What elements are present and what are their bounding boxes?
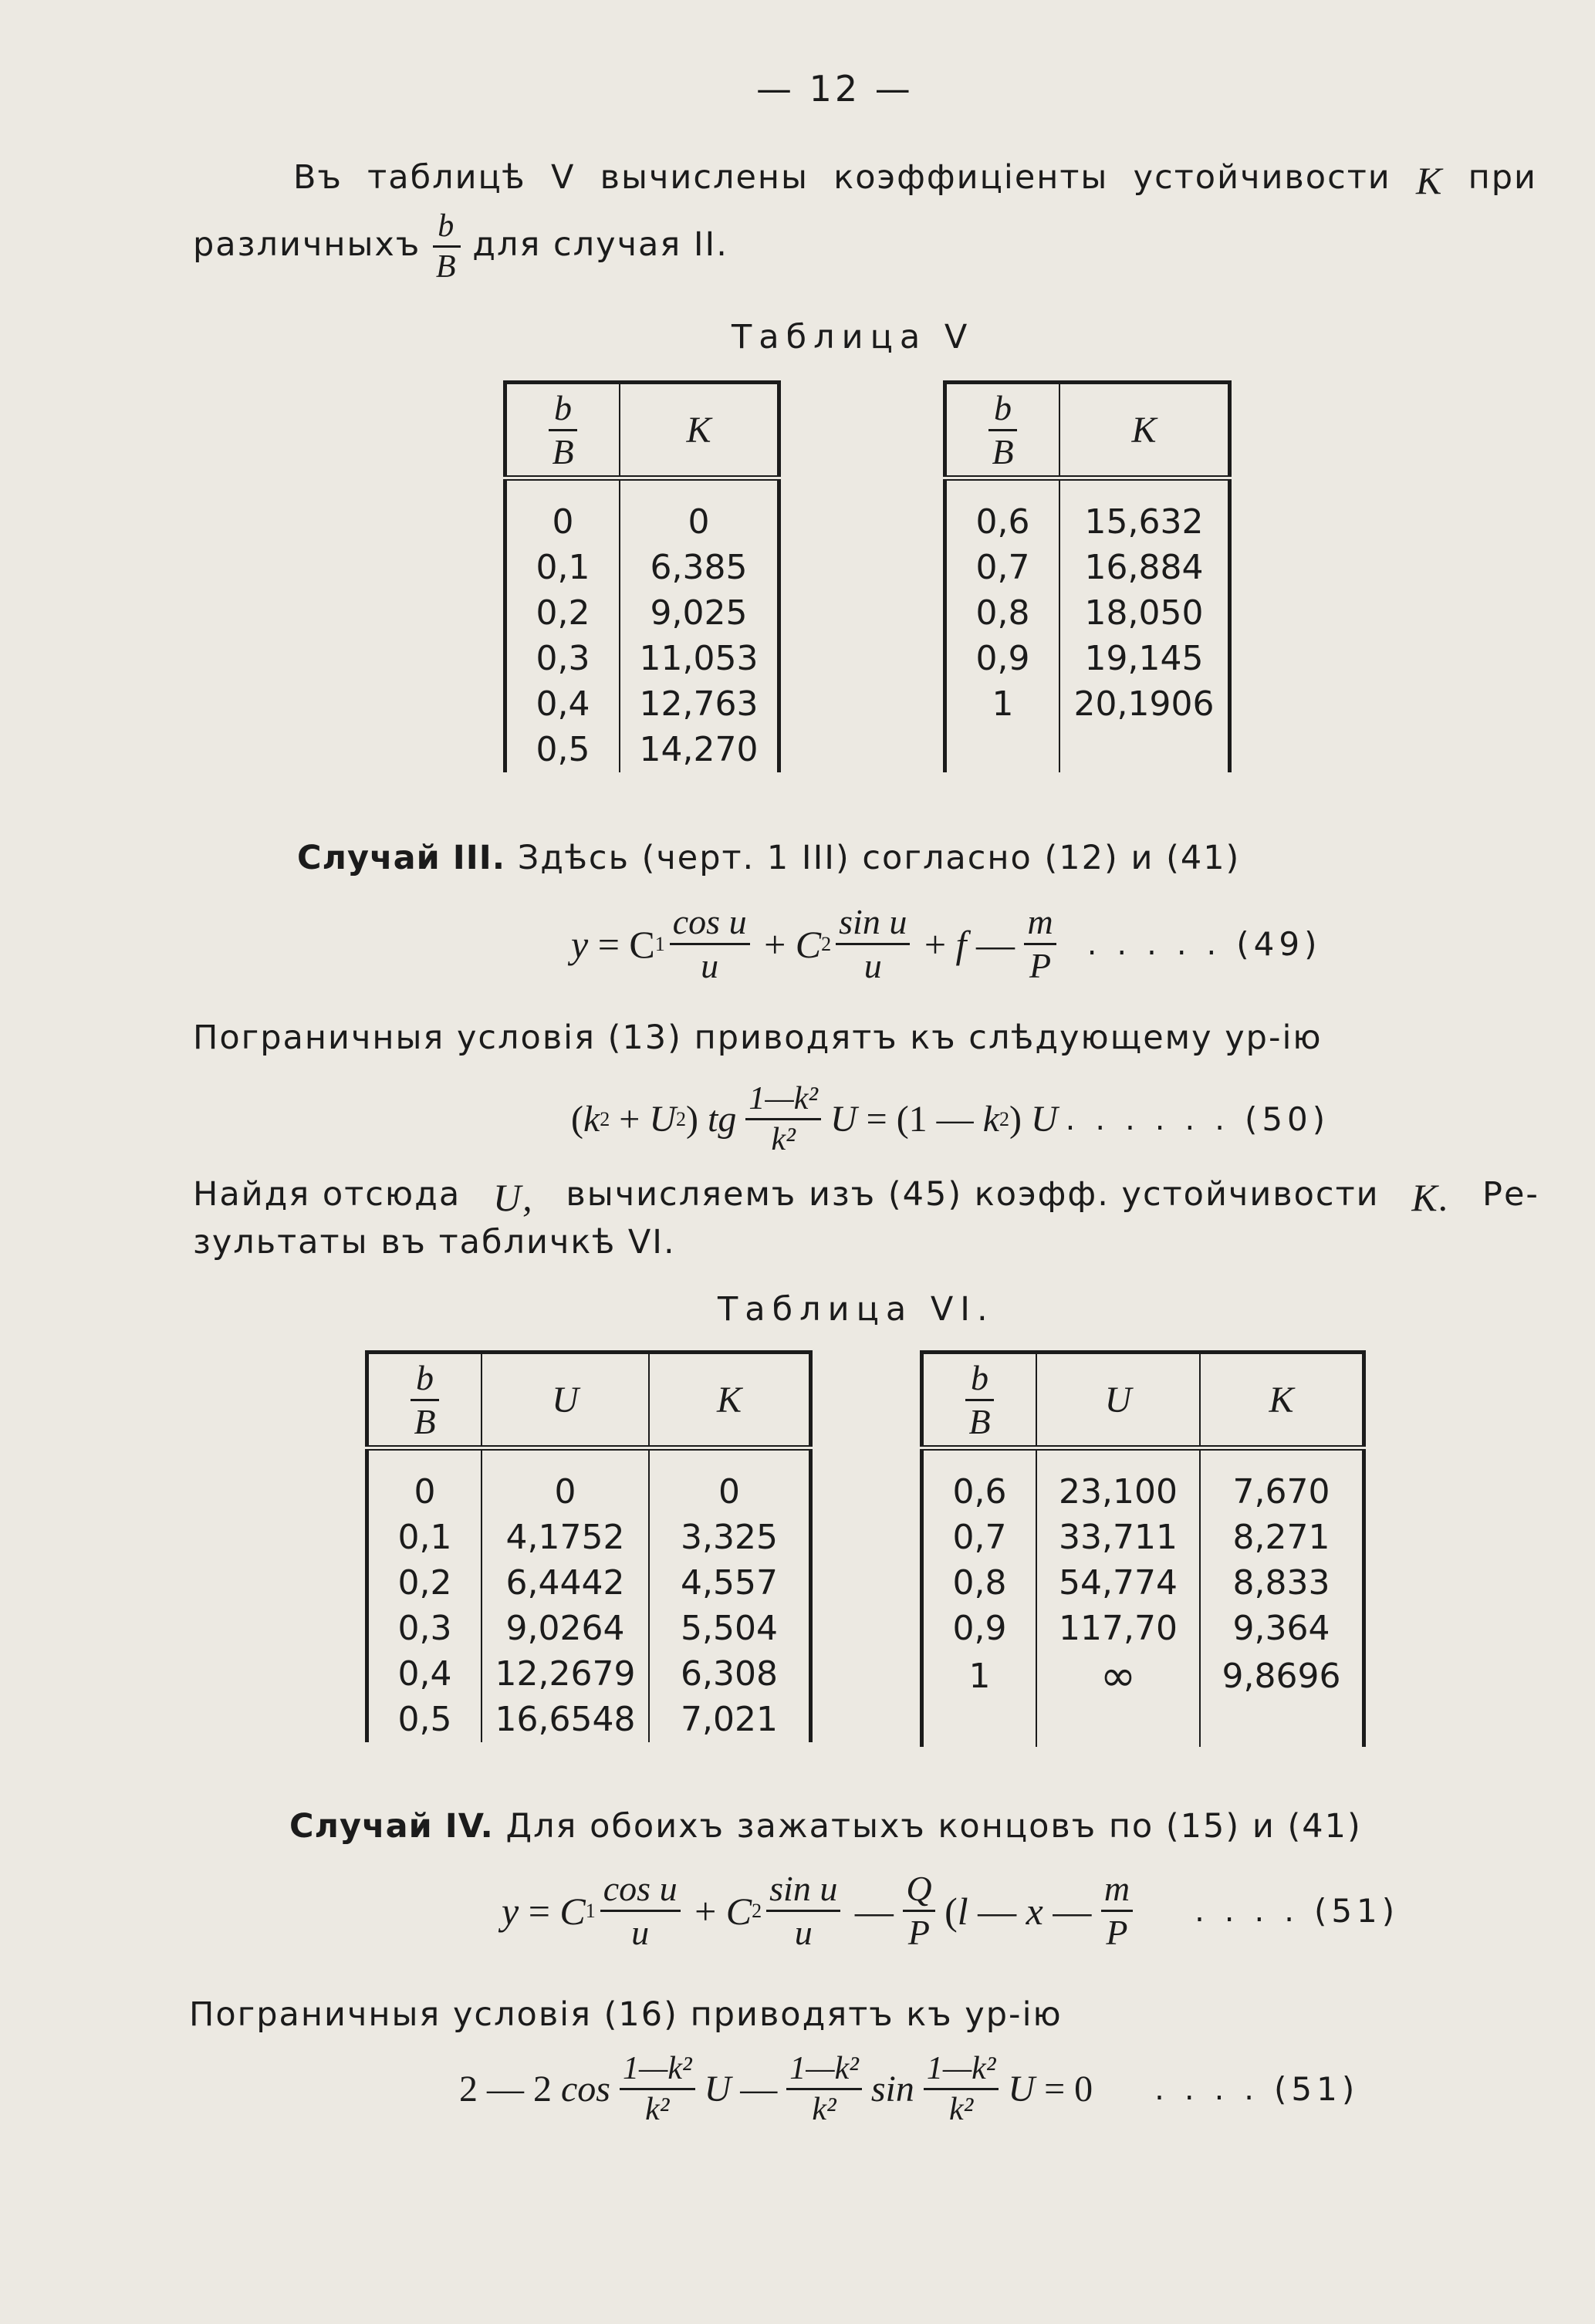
case-4-label: Случай IV. xyxy=(289,1807,494,1846)
cell-b: 0,6 xyxy=(952,1472,1007,1512)
cell-b xyxy=(922,1701,1037,1747)
intro-word: таблицѣ xyxy=(367,158,526,197)
table-row xyxy=(945,681,1230,727)
intro-word: Въ xyxy=(293,158,343,197)
table-row xyxy=(945,727,1230,772)
frac-denominator: B xyxy=(414,1401,436,1441)
cell-b: 1 xyxy=(968,1657,991,1696)
header-k-label: K xyxy=(1131,409,1157,451)
intro-text: различныхъ xyxy=(193,225,421,264)
cell-k: 20,1906 xyxy=(1059,681,1230,727)
cell-b: 0 xyxy=(414,1472,436,1512)
frac-numerator: b xyxy=(433,210,461,248)
table-row xyxy=(505,681,779,727)
cell-b: 0,9 xyxy=(952,1609,1007,1648)
header-b-over-B xyxy=(505,383,620,478)
cell-u: 33,711 xyxy=(1036,1515,1200,1560)
result-var-u: U, xyxy=(492,1176,534,1219)
cell-u: ∞ xyxy=(1036,1651,1200,1701)
table-row xyxy=(505,636,779,681)
cell-b: 0,5 xyxy=(397,1700,452,1739)
cell-u: 23,100 xyxy=(1036,1448,1200,1515)
equation-number: (51) xyxy=(1274,2070,1360,2108)
cell-b: 0,6 xyxy=(975,502,1030,542)
intro-word: устойчивости xyxy=(1133,158,1391,197)
cell-k: 8,833 xyxy=(1200,1560,1364,1606)
equation-49: y = C 1 $\frac{\text{cos u}}{u}$ + C 2 $\frac{\text{sin u}}{u}$ + f — $\frac{m}{P}$ ..... (49) xyxy=(571,902,1322,985)
cell-u xyxy=(1036,1701,1200,1747)
header-k-label: K xyxy=(716,1379,742,1420)
table-row xyxy=(922,1651,1364,1701)
header-u-label: U xyxy=(1104,1379,1132,1420)
table-6-left xyxy=(365,1350,813,1742)
result-var-k: K. xyxy=(1411,1176,1451,1219)
result-text: Ре- xyxy=(1482,1175,1539,1214)
cell-b: 0,3 xyxy=(536,639,590,678)
cell-b: 0 xyxy=(552,502,574,542)
frac-numerator: b xyxy=(549,390,576,431)
frac-denominator: B xyxy=(435,249,458,285)
header-b-over-B xyxy=(945,383,1060,478)
table-row xyxy=(922,1448,1364,1515)
cell-k xyxy=(1059,727,1230,772)
cell-k: 18,050 xyxy=(1059,590,1230,636)
equation-50: ( k 2 + U 2 ) tg $\frac{\text{1—k²}}{\text{k²}}$ U = (1 — k 2 ) U ...... (50) xyxy=(571,1081,1330,1157)
equation-number: (51) xyxy=(1313,1892,1400,1930)
cell-k: 7,021 xyxy=(649,1697,811,1742)
cell-k: 9,8696 xyxy=(1200,1651,1364,1701)
cell-b: 0,2 xyxy=(397,1563,452,1603)
table-row xyxy=(922,1606,1364,1651)
header-k xyxy=(1059,383,1230,478)
cell-k: 6,385 xyxy=(620,545,779,590)
case-4-text: Для обоихъ зажатыхъ концовъ по (15) и (41) xyxy=(505,1807,1362,1846)
table-row xyxy=(505,590,779,636)
table-row xyxy=(922,1701,1364,1747)
table-row xyxy=(945,590,1230,636)
cell-k: 8,271 xyxy=(1200,1515,1364,1560)
case-4-line xyxy=(289,1807,1362,1846)
cell-k: 16,884 xyxy=(1059,545,1230,590)
header-k-label: K xyxy=(686,409,711,451)
cell-u: 54,774 xyxy=(1036,1560,1200,1606)
cell-k: 15,632 xyxy=(1059,478,1230,546)
header-k-label: K xyxy=(1269,1379,1294,1420)
cell-k: 5,504 xyxy=(649,1606,811,1651)
case-3-line xyxy=(297,839,1240,877)
cell-k: 4,557 xyxy=(649,1560,811,1606)
table-row xyxy=(922,1560,1364,1606)
equation-51b: 2 — 2 cos $\frac{\text{1—k²}}{\text{k²}}$ U — $\frac{\text{1—k²}}{\text{k²}}$ sin $\frac{\text{1—k²}}{\text{k²}}$ U = 0 .... (51) xyxy=(459,2051,1360,2127)
frac-numerator: b xyxy=(411,1360,438,1401)
intro-word: вычислены xyxy=(600,158,809,197)
table-row xyxy=(505,545,779,590)
intro-word: V xyxy=(550,158,576,197)
table-row xyxy=(505,478,779,546)
cell-k: 12,763 xyxy=(620,681,779,727)
cell-b: 0,2 xyxy=(536,593,590,633)
cell-b: 0,8 xyxy=(952,1563,1007,1603)
cell-k: 9,364 xyxy=(1200,1606,1364,1651)
cell-u: 6,4442 xyxy=(482,1560,649,1606)
cell-k: 11,053 xyxy=(620,636,779,681)
b-over-B-fraction xyxy=(433,210,461,283)
cell-b: 0,4 xyxy=(397,1654,452,1694)
table-row xyxy=(945,478,1230,546)
cell-b: 0,4 xyxy=(536,684,590,724)
table-row xyxy=(505,727,779,772)
cell-k: 19,145 xyxy=(1059,636,1230,681)
cell-k xyxy=(1200,1701,1364,1747)
header-u-label: U xyxy=(552,1379,579,1420)
cell-b xyxy=(945,727,1060,772)
equation-number: (50) xyxy=(1244,1100,1330,1138)
cell-k: 3,325 xyxy=(649,1515,811,1560)
intro-word: K xyxy=(1415,159,1444,202)
cell-b: 0,3 xyxy=(397,1609,452,1648)
cell-k: 0 xyxy=(649,1448,811,1515)
table-row xyxy=(367,1651,811,1697)
cell-u: 9,0264 xyxy=(482,1606,649,1651)
equation-51: y = C 1 $\frac{\text{cos u}}{u}$ + C 2 $\frac{\text{sin u}}{u}$ — $\frac{Q}{P}$ ( l — x — $\frac{m}{P}$ .... (51) xyxy=(502,1869,1400,1952)
table-row xyxy=(367,1606,811,1651)
intro-word: коэффиціенты xyxy=(833,158,1109,197)
case-4-boundary-text: Пограничныя условія (16) приводятъ къ ур-ію xyxy=(189,1995,1063,2034)
equation-number: (49) xyxy=(1236,925,1322,963)
table-5-right xyxy=(943,380,1232,772)
table-row xyxy=(945,636,1230,681)
header-k xyxy=(620,383,779,478)
table-row xyxy=(922,1515,1364,1560)
cell-k: 7,670 xyxy=(1200,1448,1364,1515)
table-6-caption: Таблица VI. xyxy=(718,1290,995,1329)
frac-denominator: B xyxy=(968,1401,991,1441)
intro-line-1 xyxy=(293,158,1537,203)
case-3-label: Случай III. xyxy=(297,839,506,877)
cell-b: 0,5 xyxy=(536,730,590,769)
cell-k: 6,308 xyxy=(649,1651,811,1697)
table-row xyxy=(367,1515,811,1560)
table-5-caption: Таблица V xyxy=(732,318,975,356)
header-k xyxy=(1200,1353,1364,1448)
intro-word: при xyxy=(1468,158,1537,197)
cell-b: 0,7 xyxy=(952,1518,1007,1557)
cell-k: 9,025 xyxy=(620,590,779,636)
result-text: Найдя отсюда xyxy=(193,1175,461,1214)
frac-numerator: b xyxy=(988,390,1016,431)
header-b-over-B xyxy=(922,1353,1037,1448)
case-3-result-line-1 xyxy=(193,1175,1539,1220)
case-3-text: Здѣсь (черт. 1 III) согласно (12) и (41) xyxy=(517,839,1241,877)
cell-b: 0,7 xyxy=(975,548,1030,587)
table-row xyxy=(945,545,1230,590)
cell-u: 16,6548 xyxy=(482,1697,649,1742)
table-row xyxy=(367,1448,811,1515)
frac-numerator: b xyxy=(965,1360,993,1401)
cell-b: 1 xyxy=(992,684,1014,724)
cell-b: 0,9 xyxy=(975,639,1030,678)
table-row xyxy=(367,1697,811,1742)
case-3-boundary-text: Пограничныя условія (13) приводятъ къ слѣдующему ур-ію xyxy=(193,1018,1323,1057)
table-row xyxy=(367,1560,811,1606)
cell-u: 0 xyxy=(482,1448,649,1515)
intro-line-2 xyxy=(193,210,728,283)
header-u xyxy=(482,1353,649,1448)
cell-u: 117,70 xyxy=(1036,1606,1200,1651)
cell-k: 14,270 xyxy=(620,727,779,772)
cell-b: 0,1 xyxy=(536,548,590,587)
header-u xyxy=(1036,1353,1200,1448)
frac-denominator: B xyxy=(552,431,574,471)
cell-b: 0,8 xyxy=(975,593,1030,633)
table-5-left xyxy=(503,380,781,772)
page-number: — 12 — xyxy=(756,68,914,110)
result-text: вычисляемъ изъ (45) коэфф. устойчивости xyxy=(566,1175,1380,1214)
case-3-result-line-2: зультаты въ табличкѣ VI. xyxy=(193,1223,676,1262)
table-6-right xyxy=(920,1350,1366,1747)
intro-text: для случая II. xyxy=(472,225,728,264)
header-k xyxy=(649,1353,811,1448)
frac-denominator: B xyxy=(992,431,1014,471)
header-b-over-B xyxy=(367,1353,482,1448)
cell-k: 0 xyxy=(620,478,779,546)
cell-u: 12,2679 xyxy=(482,1651,649,1697)
cell-b: 0,1 xyxy=(397,1518,452,1557)
cell-u: 4,1752 xyxy=(482,1515,649,1560)
